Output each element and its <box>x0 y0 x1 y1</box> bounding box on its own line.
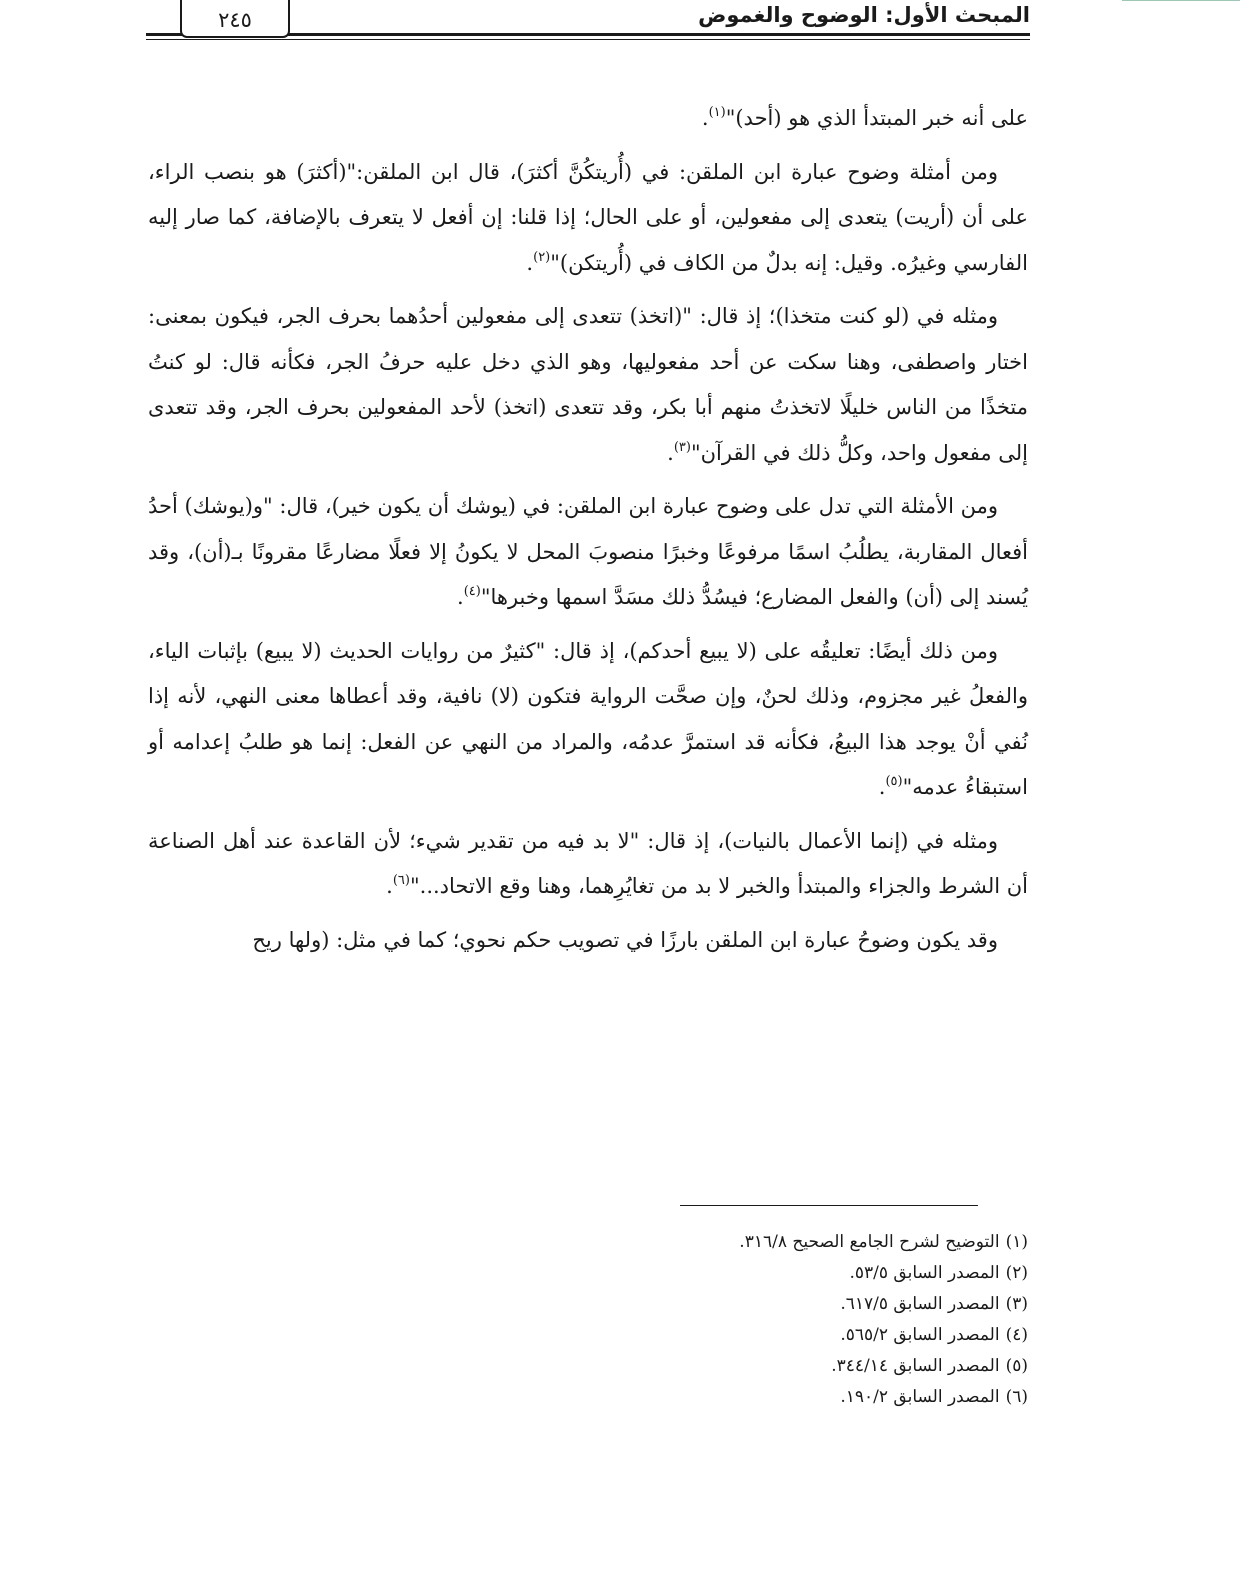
footnote-number: (٤) <box>1005 1325 1028 1345</box>
page-number: ٢٤٥ <box>218 8 252 32</box>
main-text <box>148 96 1028 968</box>
paragraph-text: ومثله في (لو كنت متخذا)؛ إذ قال: "(اتخذ) تتعدى إلى مفعولين أحدُهما بحرف الجر، فيكون بمعنى: اختار واصطفى، وهنا سكت عن أحد مفعوليها، وهو الذي دخل عليه حرفُ الجر، فكأنه قال: لو كنتُ متخذًا من الناس خليلًا لاتخذتُ منهم أبا بكر، وقد تتعدى (اتخذ) لأحد المفعولين بحرف الجر، وقد تتعدى إلى مفعول واحد، وكلُّ ذلك في القرآن" <box>148 304 1028 465</box>
header-rule-thin <box>146 39 1030 40</box>
footnote-item <box>148 1351 1028 1382</box>
paragraph-end: . <box>526 250 534 275</box>
footnote-reference: (١) <box>708 105 726 120</box>
footnotes <box>148 1227 1028 1413</box>
paragraph-text: وقد يكون وضوحُ عبارة ابن الملقن بارزًا في تصويب حكم نحوي؛ كما في مثل: (ولها ريح <box>252 927 998 952</box>
footnote-separator <box>680 1205 978 1206</box>
footnote-item <box>148 1258 1028 1289</box>
paragraph-text: ومثله في (إنما الأعمال بالنيات)، إذ قال: "لا بد فيه من تقدير شيء؛ لأن القاعدة عند أهل الصناعة أن الشرط والجزاء والمبتدأ والخبر لا بد من تغايُرِهما، وهنا وقع الاتحاد..." <box>148 828 1028 898</box>
paragraph <box>148 819 1028 913</box>
footnote-reference: (٤) <box>463 584 481 599</box>
footnote-reference: (٢) <box>533 249 551 265</box>
paragraph <box>148 629 1028 814</box>
paragraph-text: على أنه خبر المبتدأ الذي هو (أحد)" <box>725 106 1028 130</box>
paragraph-text: ومن الأمثلة التي تدل على وضوح عبارة ابن الملقن: في (يوشك أن يكون خير)، قال: "و(يوشك) أحدُ أفعال المقاربة، يطلُبُ اسمًا مرفوعًا وخبرًا منصوبَ المحل لا يكونُ إلا فعلًا مضارعًا مقرونًا بـ(أن)، وقد يُسند إلى (أن) والفعل المضارع؛ فيسُدُّ ذلك مسَدَّ اسمها وخبرها" <box>148 494 1028 609</box>
footnote-item <box>148 1382 1028 1413</box>
paragraph <box>148 918 1028 964</box>
footnote-reference: (٦) <box>392 873 410 888</box>
page-header <box>146 0 1030 46</box>
page-corner-mark <box>1122 0 1240 5</box>
footnote-number: (٥) <box>1005 1356 1028 1376</box>
footnote-reference: (٣) <box>673 439 691 455</box>
footnote-text: المصدر السابق ٥٣/٥. <box>849 1263 1000 1283</box>
paragraph <box>148 484 1028 624</box>
paragraph <box>148 150 1028 290</box>
paragraph-end: . <box>878 775 886 799</box>
paragraph-end: . <box>457 585 464 609</box>
footnote-text: المصدر السابق ٦١٧/٥. <box>840 1294 1000 1314</box>
footnote-text: المصدر السابق ٥٦٥/٢. <box>840 1325 1000 1345</box>
paragraph <box>148 294 1028 479</box>
paragraph <box>148 96 1028 145</box>
footnote-item <box>148 1320 1028 1351</box>
chapter-heading: المبحث الأول: الوضوح والغموض <box>698 3 1030 27</box>
page-number-frame <box>180 0 290 38</box>
paragraph-text: ومن أمثلة وضوح عبارة ابن الملقن: في (أُريتكُنَّ أكثرَ)، قال ابن الملقن:"(أكثرَ) هو بنصب الراء، على أن (أريت) يتعدى إلى مفعولين، أو على الحال؛ إذا قلنا: إن أفعل لا يتعرف بالإضافة، كما صار إليه الفارسي وغيرُه. وقيل: إنه بدلٌ من الكاف في (أُريتكن)" <box>148 159 1028 275</box>
paragraph-end: . <box>386 874 393 898</box>
footnote-number: (٣) <box>1005 1294 1028 1314</box>
footnote-reference: (٥) <box>885 774 903 789</box>
footnote-number: (١) <box>1005 1232 1028 1252</box>
footnote-item <box>148 1227 1028 1258</box>
footnote-number: (٢) <box>1005 1263 1028 1283</box>
paragraph-text: ومن ذلك أيضًا: تعليقُه على (لا يبيع أحدكم)، إذ قال: "كثيرٌ من روايات الحديث (لا يبيع) بإثبات الياء، والفعلُ غير مجزوم، وذلك لحنٌ، وإن صحَّت الرواية فتكون (لا) نافية، وقد أعطاها معنى النهي، لأنه إذا نُفي أنْ يوجد هذا البيعُ، فكأنه قد استمرَّ عدمُه، والمراد من النهي عن الفعل: إنما هو طلبُ إعدامه أو استبقاءُ عدمه" <box>148 638 1028 799</box>
footnote-text: المصدر السابق ١٩٠/٢. <box>840 1387 1000 1407</box>
footnote-number: (٦) <box>1005 1387 1028 1407</box>
footnote-text: التوضيح لشرح الجامع الصحيح ٣١٦/٨. <box>739 1232 1000 1252</box>
paragraph-end: . <box>701 106 709 130</box>
footnote-item <box>148 1289 1028 1320</box>
paragraph-end: . <box>667 440 674 465</box>
footnote-text: المصدر السابق ٣٤٤/١٤. <box>831 1356 1000 1376</box>
